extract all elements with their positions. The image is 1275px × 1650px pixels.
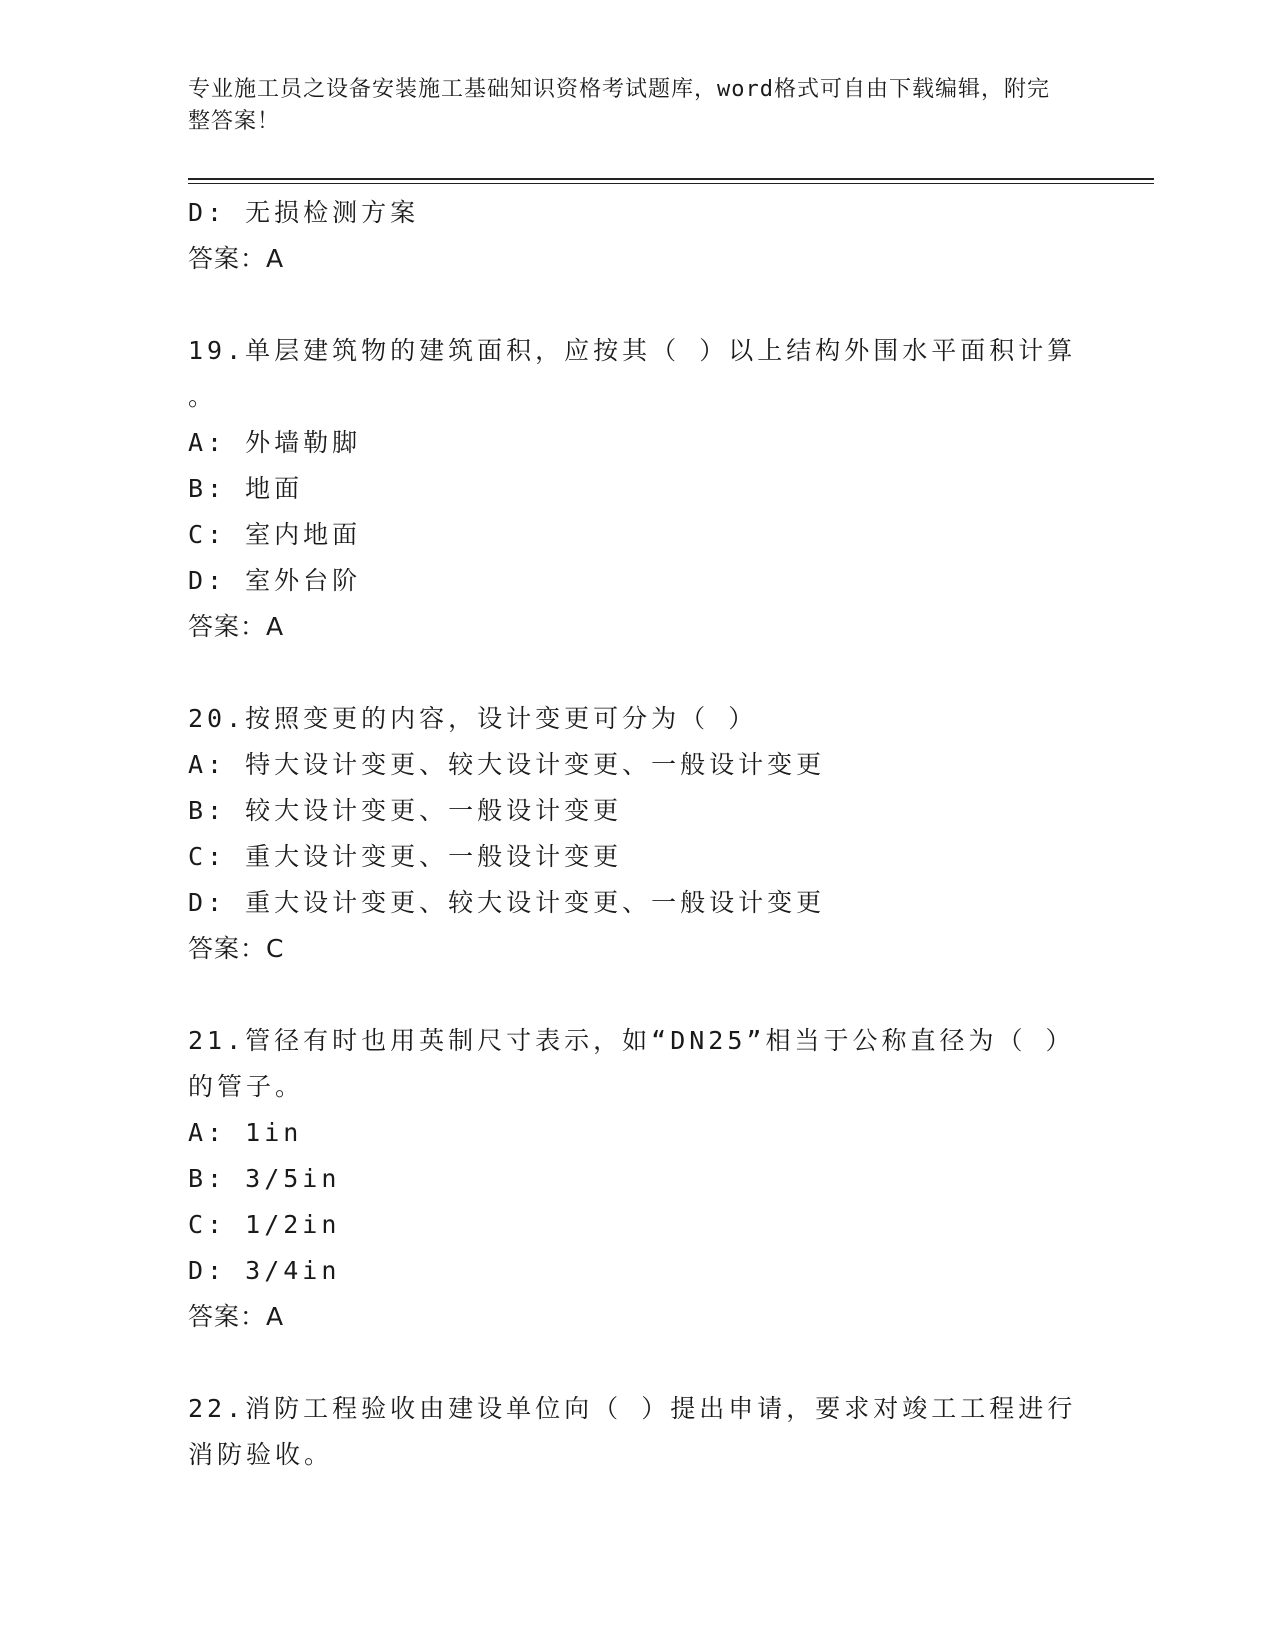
q21-option-d: D: 3/4in [188, 1256, 341, 1285]
q22-stem-line2: 消防验收。 [188, 1440, 334, 1469]
question-content [188, 190, 1077, 1478]
prev-answer: 答案：A [188, 244, 285, 273]
q20-answer: 答案：C [188, 934, 285, 963]
header-rule-thin [188, 183, 1154, 184]
q19-option-d: D: 室外台阶 [188, 566, 362, 595]
q21-stem-line1: 21.管径有时也用英制尺寸表示，如“DN25”相当于公称直径为（ ） [188, 1026, 1075, 1055]
spacer [188, 1340, 1058, 1386]
q19-option-c: C: 室内地面 [188, 520, 362, 549]
spacer [188, 282, 1058, 328]
q22-stem-line1: 22.消防工程验收由建设单位向（ ）提出申请，要求对竣工工程进行 [188, 1394, 1077, 1423]
q20-option-d: D: 重大设计变更、较大设计变更、一般设计变更 [188, 888, 826, 917]
q21-option-c: C: 1/2in [188, 1210, 341, 1239]
q21-answer: 答案：A [188, 1302, 285, 1331]
prev-option-d: D: 无损检测方案 [188, 198, 420, 227]
q19-option-b: B: 地面 [188, 474, 304, 503]
q21-stem-line2: 的管子。 [188, 1072, 305, 1101]
q20-option-c: C: 重大设计变更、一般设计变更 [188, 842, 623, 871]
spacer [188, 650, 1058, 696]
q21-option-b: B: 3/5in [188, 1164, 341, 1193]
header-rule-thick [188, 178, 1154, 180]
q21-option-a: A: 1in [188, 1118, 303, 1147]
spacer [188, 972, 1058, 1018]
q19-stem: 19.单层建筑物的建筑面积，应按其（ ）以上结构外围水平面积计算 [188, 336, 1077, 365]
q19-stem-tail: 。 [188, 382, 218, 411]
q19-option-a: A: 外墙勒脚 [188, 428, 362, 457]
q20-stem: 20.按照变更的内容，设计变更可分为（ ） [188, 704, 758, 733]
q19-answer: 答案：A [188, 612, 285, 641]
q20-option-b: B: 较大设计变更、一般设计变更 [188, 796, 623, 825]
document-header: 专业施工员之设备安装施工基础知识资格考试题库，word格式可自由下载编辑，附完整答案！ [188, 77, 1050, 134]
q20-option-a: A: 特大设计变更、较大设计变更、一般设计变更 [188, 750, 826, 779]
